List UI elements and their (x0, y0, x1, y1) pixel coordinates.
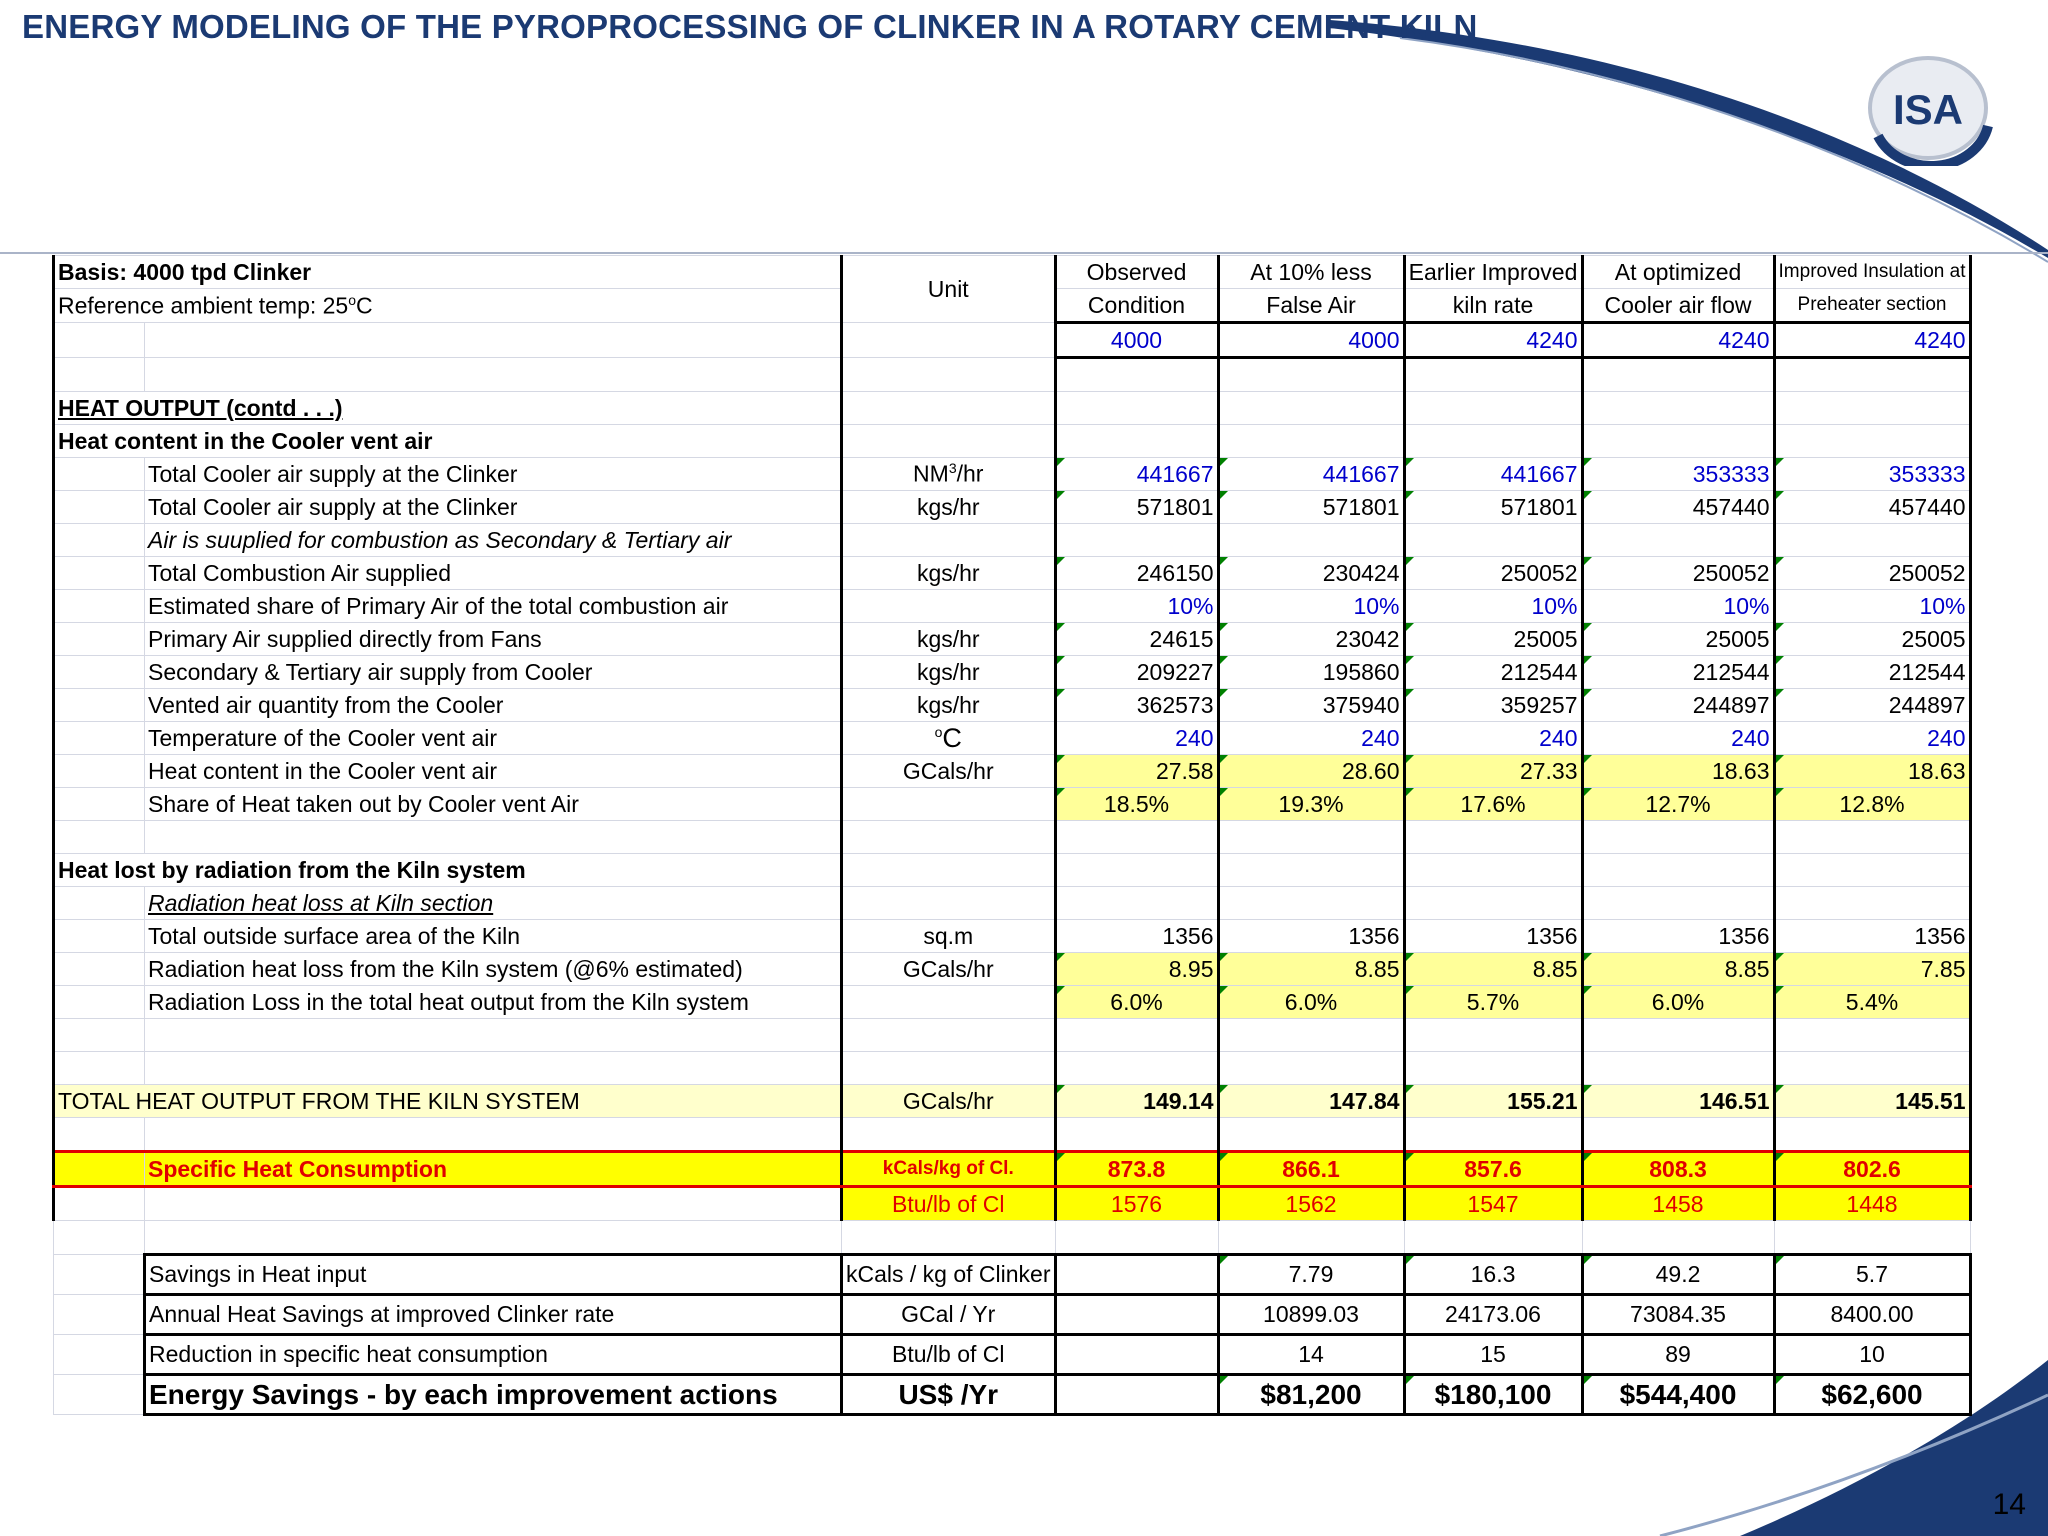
total-value: 146.51 (1582, 1085, 1774, 1118)
table-row (54, 524, 1971, 557)
spacer-row (54, 821, 1971, 854)
total-value: 145.51 (1774, 1085, 1970, 1118)
value-cell: 240 (1582, 722, 1774, 755)
savings-value: 89 (1582, 1335, 1774, 1375)
value-cell: 8.85 (1404, 953, 1582, 986)
value-cell: 1356 (1404, 920, 1582, 953)
savings-label: Annual Heat Savings at improved Clinker rate (145, 1295, 842, 1335)
col-1-header-l1: Observed (1055, 256, 1218, 289)
savings-value: 49.2 (1582, 1255, 1774, 1295)
spacer-row (54, 1221, 1971, 1255)
value-cell: 12.7% (1582, 788, 1774, 821)
col-4-header-l2: Cooler air flow (1582, 289, 1774, 323)
energy-savings-row (54, 1375, 1971, 1415)
value-cell: 27.58 (1055, 755, 1218, 788)
value-cell: 8.95 (1055, 953, 1218, 986)
energy-savings-unit: US$ /Yr (842, 1375, 1056, 1415)
value-cell: 6.0% (1218, 986, 1404, 1019)
spacer-row (54, 1052, 1971, 1085)
value-cell: 353333 (1774, 458, 1970, 491)
value-cell: 240 (1404, 722, 1582, 755)
table-row (54, 458, 1971, 491)
col-2-rate: 4000 (1218, 323, 1404, 358)
rate-row (54, 323, 1971, 358)
specific-heat-value: 873.8 (1055, 1152, 1218, 1187)
savings-row (54, 1335, 1971, 1375)
value-cell: 441667 (1218, 458, 1404, 491)
basis-label: Basis: 4000 tpd Clinker (54, 256, 842, 289)
table-row (54, 953, 1971, 986)
section-radiation (54, 854, 1971, 887)
value-cell: 250052 (1404, 557, 1582, 590)
savings-value: 24173.06 (1404, 1295, 1582, 1335)
row-label: Vented air quantity from the Cooler (145, 689, 842, 722)
btu-value: 1576 (1055, 1187, 1218, 1221)
unit-header: Unit (842, 256, 1056, 323)
specific-heat-value: 808.3 (1582, 1152, 1774, 1187)
row-label: Secondary & Tertiary air supply from Cooler (145, 656, 842, 689)
row-unit (842, 986, 1056, 1019)
value-cell: 250052 (1774, 557, 1970, 590)
specific-heat-value: 802.6 (1774, 1152, 1970, 1187)
section-cooler-vent (54, 425, 1971, 458)
air-note: Air is suuplied for combustion as Secondary & Tertiary air (145, 524, 842, 557)
energy-savings-value: $544,400 (1582, 1375, 1774, 1415)
savings-row (54, 1255, 1971, 1295)
col-3-header-l1: Earlier Improved (1404, 256, 1582, 289)
row-label: Estimated share of Primary Air of the total combustion air (145, 590, 842, 623)
logo-text: ISA (1892, 86, 1964, 133)
row-label: Share of Heat taken out by Cooler vent Air (145, 788, 842, 821)
value-cell: 441667 (1055, 458, 1218, 491)
value-cell: 441667 (1404, 458, 1582, 491)
savings-value: 7.79 (1218, 1255, 1404, 1295)
energy-savings-value: $81,200 (1218, 1375, 1404, 1415)
table-row (54, 623, 1971, 656)
value-cell: 571801 (1055, 491, 1218, 524)
row-unit: $^o$C (842, 722, 1056, 755)
section-heat-output (54, 392, 1971, 425)
table-row (54, 788, 1971, 821)
savings-value: 10899.03 (1218, 1295, 1404, 1335)
value-cell: 212544 (1404, 656, 1582, 689)
value-cell: 457440 (1774, 491, 1970, 524)
isa-logo (1858, 56, 2008, 166)
total-value: 147.84 (1218, 1085, 1404, 1118)
spacer-row (54, 1019, 1971, 1052)
row-label: Temperature of the Cooler vent air (145, 722, 842, 755)
col-5-header-l2: Preheater section (1774, 289, 1970, 323)
savings-value: 15 (1404, 1335, 1582, 1375)
value-cell: 230424 (1218, 557, 1404, 590)
value-cell: 571801 (1404, 491, 1582, 524)
section-heat-output-title: HEAT OUTPUT (contd . . .) (54, 392, 842, 425)
col-1-header-l2: Condition (1055, 289, 1218, 323)
value-cell: 1356 (1055, 920, 1218, 953)
row-unit (842, 590, 1056, 623)
table-row (54, 722, 1971, 755)
value-cell: 28.60 (1218, 755, 1404, 788)
row-label: Radiation heat loss from the Kiln system (@6% estimated) (145, 953, 842, 986)
table-row (54, 920, 1971, 953)
page-title: ENERGY MODELING OF THE PYROPROCESSING OF CLINKER IN A ROTARY CEMENT KILN (22, 8, 1478, 45)
value-cell: 244897 (1774, 689, 1970, 722)
value-cell: 5.7% (1404, 986, 1582, 1019)
value-cell: 246150 (1055, 557, 1218, 590)
value-cell: 12.8% (1774, 788, 1970, 821)
value-cell: 10% (1055, 590, 1218, 623)
table-row (54, 590, 1971, 623)
value-cell: 17.6% (1404, 788, 1582, 821)
specific-heat-unit: kCals/kg of Cl. (842, 1152, 1056, 1187)
row-unit: kgs/hr (842, 557, 1056, 590)
value-cell: 240 (1774, 722, 1970, 755)
value-cell: 25005 (1774, 623, 1970, 656)
table-row (54, 755, 1971, 788)
savings-value: 73084.35 (1582, 1295, 1774, 1335)
savings-unit: Btu/lb of Cl (842, 1335, 1056, 1375)
row-label: Heat content in the Cooler vent air (145, 755, 842, 788)
col-2-header-l1: At 10% less (1218, 256, 1404, 289)
row-label: Total Cooler air supply at the Clinker (145, 491, 842, 524)
row-label: Radiation Loss in the total heat output from the Kiln system (145, 986, 842, 1019)
value-cell: 571801 (1218, 491, 1404, 524)
col-3-rate: 4240 (1404, 323, 1582, 358)
row-unit: GCals/hr (842, 953, 1056, 986)
value-cell: 1356 (1218, 920, 1404, 953)
row-label: Primary Air supplied directly from Fans (145, 623, 842, 656)
total-row (54, 1085, 1971, 1118)
value-cell: 10% (1218, 590, 1404, 623)
section-cooler-vent-title: Heat content in the Cooler vent air (54, 425, 842, 458)
row-unit: sq.m (842, 920, 1056, 953)
btu-value: 1562 (1218, 1187, 1404, 1221)
btu-value: 1458 (1582, 1187, 1774, 1221)
section-radiation-title: Heat lost by radiation from the Kiln system (54, 854, 842, 887)
value-cell: 24615 (1055, 623, 1218, 656)
table-row (54, 887, 1971, 920)
value-cell: 6.0% (1055, 986, 1218, 1019)
savings-label: Reduction in specific heat consumption (145, 1335, 842, 1375)
btu-unit: Btu/lb of Cl (842, 1187, 1056, 1221)
savings-unit: kCals / kg of Clinker (842, 1255, 1056, 1295)
specific-heat-value: 866.1 (1218, 1152, 1404, 1187)
savings-value: 8400.00 (1774, 1295, 1970, 1335)
specific-heat-row (54, 1152, 1971, 1187)
header-row-1 (54, 256, 1971, 289)
col-1-rate: 4000 (1055, 323, 1218, 358)
row-unit: $NM^3/hr$ (842, 458, 1056, 491)
value-cell: 353333 (1582, 458, 1774, 491)
table-row (54, 656, 1971, 689)
table-row (54, 689, 1971, 722)
value-cell: 1356 (1582, 920, 1774, 953)
value-cell: 19.3% (1218, 788, 1404, 821)
value-cell: 209227 (1055, 656, 1218, 689)
value-cell: 457440 (1582, 491, 1774, 524)
value-cell: 10% (1404, 590, 1582, 623)
value-cell: 18.63 (1582, 755, 1774, 788)
savings-value: 16.3 (1404, 1255, 1582, 1295)
table-row (54, 491, 1971, 524)
value-cell: 27.33 (1404, 755, 1582, 788)
col-2-header-l2: False Air (1218, 289, 1404, 323)
col-4-rate: 4240 (1582, 323, 1774, 358)
energy-savings-value: $180,100 (1404, 1375, 1582, 1415)
page-number: 14 (1992, 1488, 2026, 1521)
table-row (54, 986, 1971, 1019)
value-cell: 7.85 (1774, 953, 1970, 986)
col-3-header-l2: kiln rate (1404, 289, 1582, 323)
value-cell: 10% (1582, 590, 1774, 623)
value-cell: 18.63 (1774, 755, 1970, 788)
ambient-label: Reference ambient temp: 25$^o$C (54, 289, 842, 323)
savings-unit: GCal / Yr (842, 1295, 1056, 1335)
value-cell: 18.5% (1055, 788, 1218, 821)
savings-row (54, 1295, 1971, 1335)
section-radiation-subtitle: Radiation heat loss at Kiln section (145, 887, 842, 920)
total-unit: GCals/hr (842, 1085, 1056, 1118)
value-cell: 25005 (1582, 623, 1774, 656)
value-cell: 212544 (1582, 656, 1774, 689)
specific-heat-value: 857.6 (1404, 1152, 1582, 1187)
table-row (54, 557, 1971, 590)
value-cell: 8.85 (1218, 953, 1404, 986)
savings-value: 5.7 (1774, 1255, 1970, 1295)
row-label: Total Cooler air supply at the Clinker (145, 458, 842, 491)
savings-value: 10 (1774, 1335, 1970, 1375)
row-unit: GCals/hr (842, 755, 1056, 788)
value-cell: 362573 (1055, 689, 1218, 722)
total-label: TOTAL HEAT OUTPUT FROM THE KILN SYSTEM (54, 1085, 842, 1118)
energy-savings-value: $62,600 (1774, 1375, 1970, 1415)
value-cell: 244897 (1582, 689, 1774, 722)
btu-value: 1448 (1774, 1187, 1970, 1221)
value-cell: 240 (1055, 722, 1218, 755)
spacer-row (54, 1118, 1971, 1152)
value-cell: 212544 (1774, 656, 1970, 689)
value-cell: 1356 (1774, 920, 1970, 953)
value-cell: 195860 (1218, 656, 1404, 689)
value-cell: 23042 (1218, 623, 1404, 656)
value-cell: 25005 (1404, 623, 1582, 656)
value-cell: 359257 (1404, 689, 1582, 722)
row-unit: kgs/hr (842, 656, 1056, 689)
value-cell: 10% (1774, 590, 1970, 623)
col-5-header-l1: Improved Insulation at (1774, 256, 1970, 289)
value-cell: 240 (1218, 722, 1404, 755)
total-value: 149.14 (1055, 1085, 1218, 1118)
row-label: Total outside surface area of the Kiln (145, 920, 842, 953)
value-cell: 6.0% (1582, 986, 1774, 1019)
value-cell: 375940 (1218, 689, 1404, 722)
spacer-row (54, 358, 1971, 392)
savings-value: 14 (1218, 1335, 1404, 1375)
row-label: Total Combustion Air supplied (145, 557, 842, 590)
row-unit (842, 788, 1056, 821)
btu-value: 1547 (1404, 1187, 1582, 1221)
value-cell: 5.4% (1774, 986, 1970, 1019)
specific-heat-label: Specific Heat Consumption (145, 1152, 842, 1187)
col-5-rate: 4240 (1774, 323, 1970, 358)
row-unit: kgs/hr (842, 689, 1056, 722)
energy-table (52, 255, 1972, 1416)
col-4-header-l1: At optimized (1582, 256, 1774, 289)
row-unit: kgs/hr (842, 491, 1056, 524)
value-cell: 8.85 (1582, 953, 1774, 986)
total-value: 155.21 (1404, 1085, 1582, 1118)
value-cell: 250052 (1582, 557, 1774, 590)
btu-row (54, 1187, 1971, 1221)
savings-label: Savings in Heat input (145, 1255, 842, 1295)
energy-savings-label: Energy Savings - by each improvement actions (145, 1375, 842, 1415)
row-unit: kgs/hr (842, 623, 1056, 656)
data-sheet (52, 255, 1972, 1416)
